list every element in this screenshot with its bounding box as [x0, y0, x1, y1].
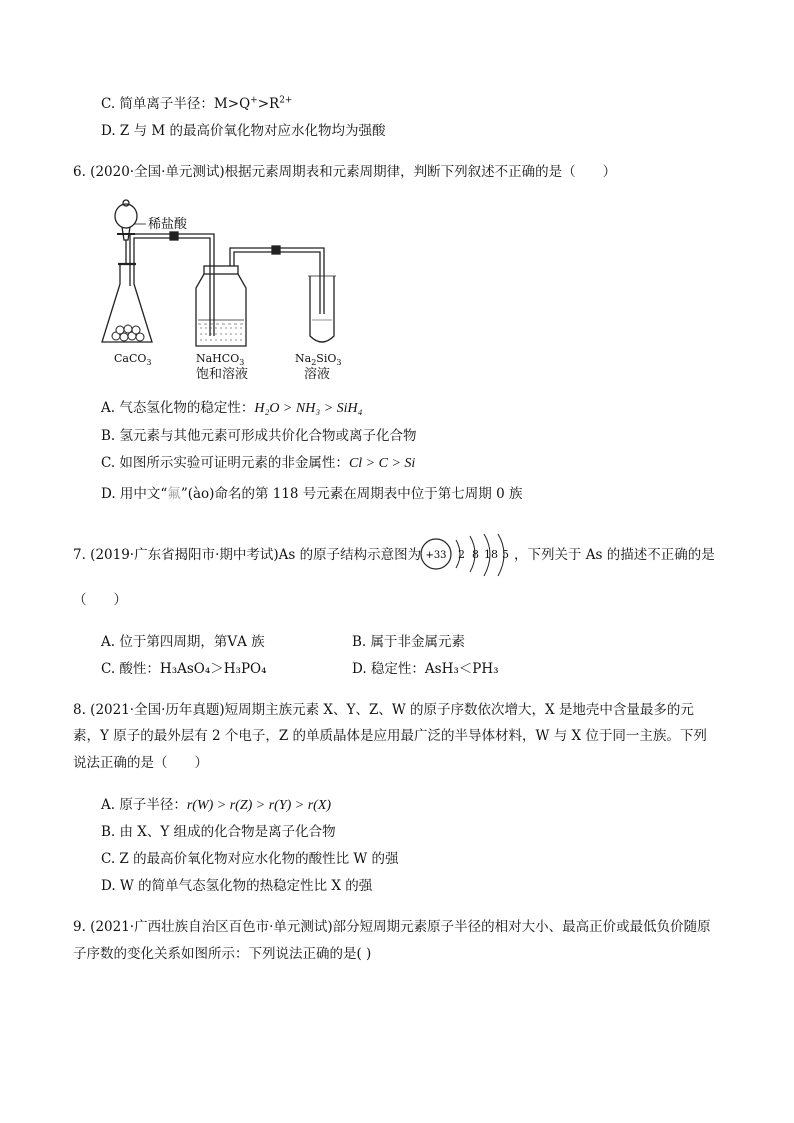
q7-stem-b: ，下列关于 As 的描述不正确的是 [514, 547, 715, 563]
q9-stem-line1: 9. (2021·广西壮族自治区百色市·单元测试)部分短周期元素原子半径的相对大小、最高正价或最低负价随原 [73, 919, 711, 935]
svg-text:CaCO3: CaCO$_3$ [114, 352, 152, 367]
q7-option-d: D. 稳定性：AsH₃＜PH₃ [352, 661, 499, 677]
svg-text:5: 5 [502, 548, 509, 561]
q8-stem-line2: 素，Y 原子的最外层有 2 个电子，Z 的单质晶体是应用最广泛的半导体材料，W 与 X 位于同一主族。下列 [73, 728, 707, 744]
q7-option-a: A. 位于第四周期，第ⅤA 族 [101, 634, 265, 650]
q5-option-c: C. 简单离子半径：$M>Q^+>R^{2+}$ [101, 95, 293, 112]
svg-text:NaHCO3: NaHCO$_3$ [196, 352, 245, 367]
q8-option-b: B. 由 X、Y 组成的化合物是离子化合物 [101, 824, 336, 840]
q8-option-a: A. 原子半径：r(W) > r(Z) > r(Y) > r(X) [101, 797, 332, 813]
q8-stem-line1: 8. (2021·全国·历年真题)短周期主族元素 X、Y、Z、W 的原子序数依次增大，X 是地壳中含量最多的元 [73, 702, 694, 718]
q7-option-b: B. 属于非金属元素 [352, 634, 466, 650]
svg-text:8: 8 [472, 548, 479, 561]
svg-text:饱和溶液: 饱和溶液 [196, 367, 249, 382]
q5-option-d: D. Z 与 M 的最高价氧化物对应水化物均为强酸 [101, 123, 386, 139]
svg-text:+33: +33 [425, 550, 447, 561]
svg-text:18: 18 [484, 548, 498, 561]
q9-stem-line2: 子序数的变化关系如图所示：下列说法正确的是( ) [73, 946, 372, 962]
q6-option-c: C. 如图所示实验可证明元素的非金属性：Cl > C > Si [101, 455, 416, 471]
svg-text:2: 2 [458, 548, 465, 561]
label-dilute-hcl: 稀盐酸 [148, 217, 188, 232]
q8-option-c: C. Z 的最高价氧化物对应水化物的酸性比 W 的强 [101, 851, 399, 867]
q6-option-b: B. 氢元素与其他元素可形成共价化合物或离子化合物 [101, 428, 417, 444]
as-atomic-structure-diagram [418, 530, 514, 582]
q8-option-d: D. W 的简单气态氢化物的热稳定性比 X 的强 [101, 878, 373, 894]
q7-stem-a: 7. (2019·广东省揭阳市·期中考试)As 的原子结构示意图为 [73, 547, 422, 563]
q7-stem-paren: （ ） [73, 592, 127, 608]
svg-text:溶液: 溶液 [304, 367, 331, 382]
q7-option-c: C. 酸性：H₃AsO₄＞H₃PO₄ [101, 661, 267, 677]
q6-stem: 6. (2020·全国·单元测试)根据元素周期表和元素周期律，判断下列叙述不正确的是（ ） [73, 164, 617, 180]
q6-option-a: A. 气态氢化物的稳定性：H₂O > NH₃ > SiH₄ [101, 400, 363, 416]
q6-option-d: D. 用中文“氟”(ào)命名的第 118 号元素在周期表中位于第七周期 0 族 [101, 486, 523, 502]
experiment-apparatus-figure [96, 196, 366, 386]
q8-stem-line3: 说法正确的是（ ） [73, 755, 208, 771]
svg-text:Na2SiO3: $Na_2SiO_3$ [295, 352, 342, 367]
